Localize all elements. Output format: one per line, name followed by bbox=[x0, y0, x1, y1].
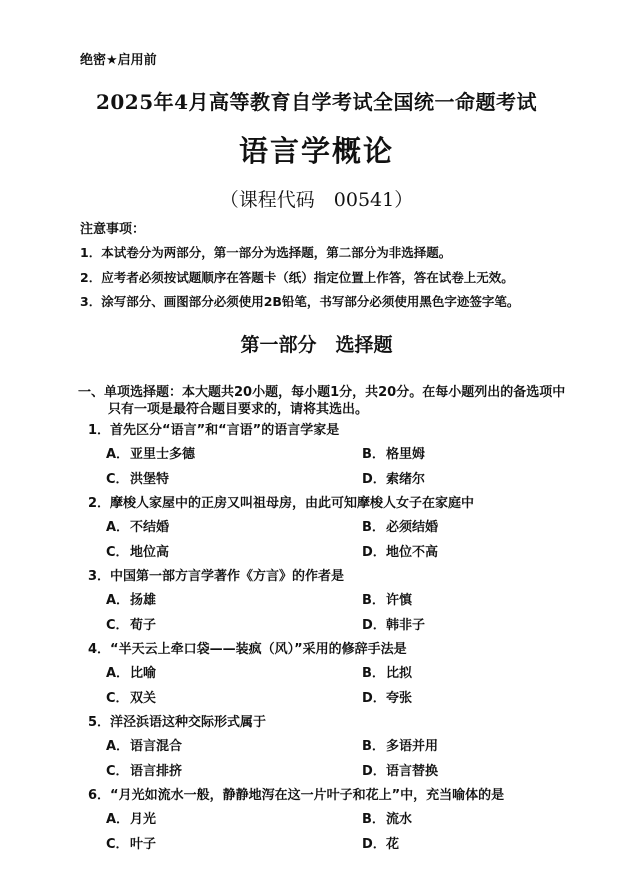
option-text: 地位高 bbox=[130, 544, 170, 560]
option-letter: B． bbox=[362, 739, 385, 754]
option-row bbox=[0, 666, 633, 691]
option-row bbox=[0, 691, 633, 716]
question-stem: 3．中国第一部方言学著作《方言》的作者是 bbox=[88, 569, 345, 584]
option-d bbox=[362, 837, 399, 853]
option-letter: D． bbox=[362, 471, 386, 487]
option-text: 地位不高 bbox=[386, 544, 439, 560]
option-text: 语言混合 bbox=[130, 739, 183, 754]
option-text: 洪堡特 bbox=[130, 471, 170, 487]
option-b bbox=[362, 666, 412, 682]
section-heading bbox=[78, 384, 618, 418]
option-text: 花 bbox=[386, 836, 400, 852]
option-text: 多语并用 bbox=[386, 739, 439, 754]
option-letter: B． bbox=[362, 520, 385, 535]
exam-title: 2025年4月高等教育自学考试全国统一命题考试 bbox=[95, 90, 538, 114]
option-letter: A． bbox=[106, 666, 130, 681]
question-5 bbox=[0, 715, 633, 788]
option-b bbox=[362, 739, 438, 755]
option-text: 夸张 bbox=[386, 690, 413, 706]
question-6 bbox=[0, 788, 633, 861]
option-text: 语言排挤 bbox=[130, 763, 183, 779]
option-row bbox=[0, 837, 633, 862]
secret-mark: 绝密★启用前 bbox=[80, 53, 157, 68]
option-row bbox=[0, 739, 633, 764]
option-letter: C． bbox=[106, 690, 129, 706]
option-row bbox=[0, 812, 633, 837]
notice-item: 2．应考者必须按试题顺序在答题卡（纸）指定位置上作答，答在试卷上无效。 bbox=[80, 269, 514, 285]
option-letter: D． bbox=[362, 690, 386, 706]
option-b bbox=[362, 447, 425, 463]
option-text: 比喻 bbox=[130, 666, 157, 681]
option-c bbox=[106, 764, 182, 780]
option-letter: D． bbox=[362, 763, 386, 779]
option-letter: B． bbox=[362, 593, 385, 608]
notice-item: 3．涂写部分、画图部分必须使用2B铅笔，书写部分必须使用黑色字迹签字笔。 bbox=[80, 294, 520, 309]
option-d bbox=[362, 472, 425, 488]
option-text: 荀子 bbox=[130, 617, 157, 633]
option-c bbox=[106, 472, 169, 488]
option-a bbox=[106, 520, 169, 536]
option-letter: A． bbox=[106, 739, 130, 754]
option-letter: B． bbox=[362, 812, 385, 827]
option-text: 许慎 bbox=[386, 593, 413, 608]
option-text: 月光 bbox=[130, 812, 157, 827]
question-stem: 1．首先区分“语言”和“言语”的语言学家是 bbox=[88, 423, 340, 438]
option-text: 比拟 bbox=[386, 666, 413, 681]
option-b bbox=[362, 593, 412, 609]
option-letter: D． bbox=[362, 544, 386, 560]
question-list bbox=[0, 423, 633, 861]
option-letter: A． bbox=[106, 812, 130, 827]
question-1 bbox=[0, 423, 633, 496]
option-d bbox=[362, 691, 412, 707]
option-d bbox=[362, 618, 425, 634]
option-text: 必须结婚 bbox=[386, 520, 439, 535]
question-3 bbox=[0, 569, 633, 642]
option-row bbox=[0, 520, 633, 545]
option-a bbox=[106, 593, 156, 609]
option-c bbox=[106, 837, 156, 853]
option-letter: B． bbox=[362, 666, 385, 681]
option-text: 索绪尔 bbox=[386, 471, 426, 487]
section-heading-line2: 只有一项是最符合题目要求的，请将其选出。 bbox=[108, 402, 369, 417]
option-letter: A． bbox=[106, 593, 130, 608]
option-letter: B． bbox=[362, 447, 385, 462]
option-letter: C． bbox=[106, 617, 129, 633]
section-heading-line1: 一、单项选择题：本大题共20小题，每小题1分，共20分。在每小题列出的备选项中 bbox=[78, 385, 566, 400]
option-text: 扬雄 bbox=[130, 593, 157, 608]
option-text: 不结婚 bbox=[130, 520, 170, 535]
option-text: 叶子 bbox=[130, 836, 157, 852]
question-2 bbox=[0, 496, 633, 569]
option-a bbox=[106, 812, 156, 828]
option-row bbox=[0, 447, 633, 472]
question-stem: 4．“半天云上牵口袋——装疯（风）”采用的修辞手法是 bbox=[88, 642, 407, 657]
option-letter: D． bbox=[362, 836, 386, 852]
option-text: 流水 bbox=[386, 812, 413, 827]
option-letter: C． bbox=[106, 544, 129, 560]
option-row bbox=[0, 618, 633, 643]
option-text: 韩非子 bbox=[386, 617, 426, 633]
notice-list bbox=[80, 245, 620, 319]
option-c bbox=[106, 618, 156, 634]
option-c bbox=[106, 545, 169, 561]
option-row bbox=[0, 764, 633, 789]
option-text: 语言替换 bbox=[386, 763, 439, 779]
question-4 bbox=[0, 642, 633, 715]
option-a bbox=[106, 666, 156, 682]
option-text: 亚里士多德 bbox=[130, 447, 196, 462]
question-stem: 5．洋泾浜语这种交际形式属于 bbox=[88, 715, 267, 730]
option-b bbox=[362, 812, 412, 828]
option-row bbox=[0, 593, 633, 618]
option-letter: C． bbox=[106, 763, 129, 779]
question-stem: 2．摩梭人家屋中的正房又叫祖母房，由此可知摩梭人女子在家庭中 bbox=[88, 496, 475, 511]
option-letter: A． bbox=[106, 520, 130, 535]
option-a bbox=[106, 447, 195, 463]
option-text: 双关 bbox=[130, 690, 157, 706]
option-a bbox=[106, 739, 182, 755]
notice-item: 1．本试卷分为两部分，第一部分为选择题，第二部分为非选择题。 bbox=[80, 245, 452, 260]
option-d bbox=[362, 764, 438, 780]
option-letter: C． bbox=[106, 471, 129, 487]
course-code: （课程代码 00541） bbox=[219, 189, 414, 211]
option-letter: D． bbox=[362, 617, 386, 633]
option-row bbox=[0, 545, 633, 570]
option-letter: C． bbox=[106, 836, 129, 852]
subject-title: 语言学概论 bbox=[238, 134, 394, 168]
question-stem: 6．“月光如流水一般，静静地泻在这一片叶子和花上”中，充当喻体的是 bbox=[88, 788, 505, 803]
option-b bbox=[362, 520, 438, 536]
option-c bbox=[106, 691, 156, 707]
option-d bbox=[362, 545, 438, 561]
option-row bbox=[0, 472, 633, 497]
part-one-title: 第一部分 选择题 bbox=[240, 334, 393, 356]
option-letter: A． bbox=[106, 447, 130, 462]
option-text: 格里姆 bbox=[386, 447, 426, 462]
notice-title: 注意事项： bbox=[80, 222, 146, 237]
